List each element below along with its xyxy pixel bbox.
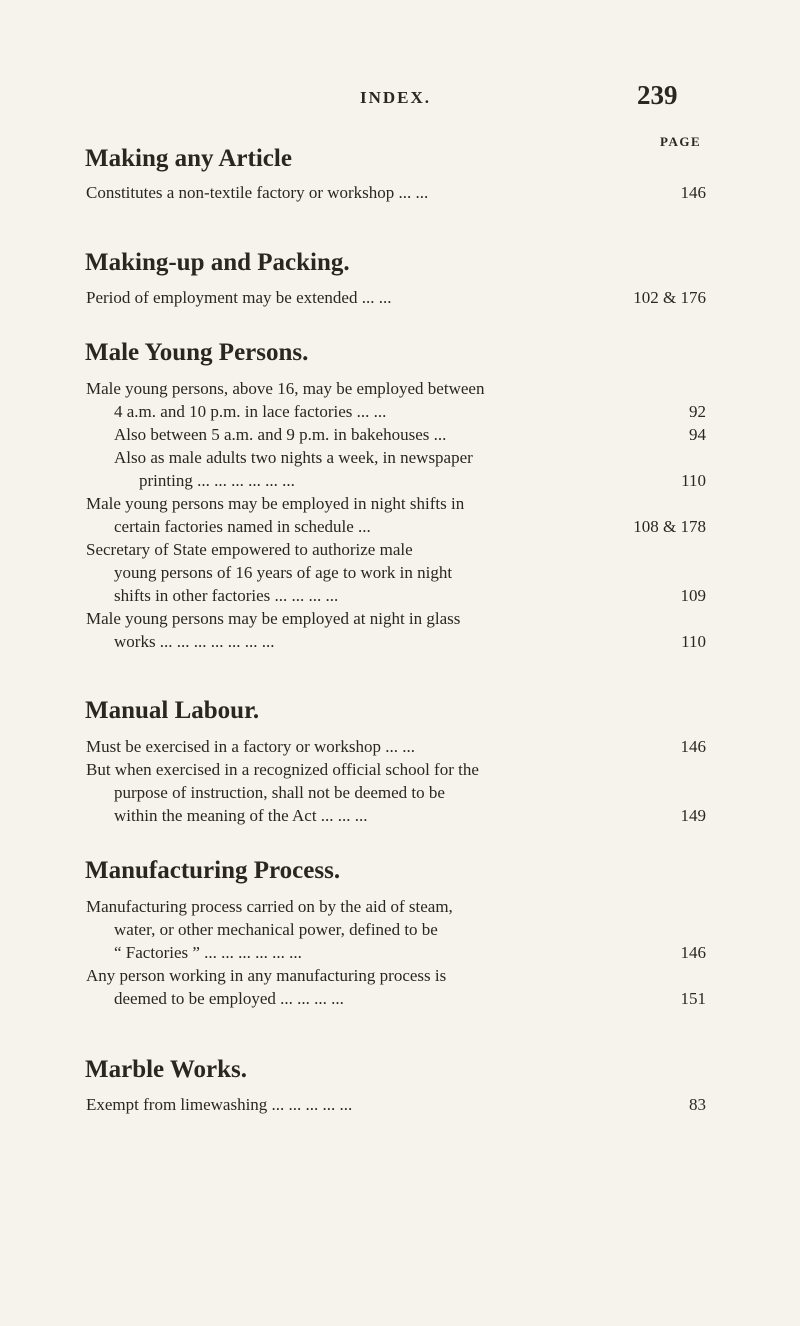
entry-text: purpose of instruction, shall not be deemed to be xyxy=(114,783,445,802)
entry-text: “ Factories ” ... ... ... ... ... ... xyxy=(114,943,302,962)
index-entry xyxy=(86,538,706,607)
entry-text: Male young persons, above 16, may be employed between xyxy=(86,379,485,398)
index-entry xyxy=(86,286,706,309)
entry-text: works ... ... ... ... ... ... ... xyxy=(114,632,275,651)
entry-text: Period of employment may be extended ... ... xyxy=(86,288,392,307)
entry-text: Also between 5 a.m. and 9 p.m. in bakehouses ... xyxy=(114,425,447,444)
index-entry xyxy=(86,735,706,758)
index-entry xyxy=(86,423,706,446)
entry-page: 92 xyxy=(689,402,706,421)
index-entry xyxy=(86,607,706,653)
entry-page: 108 & 178 xyxy=(633,517,706,536)
entry-text: within the meaning of the Act ... ... ... xyxy=(114,806,368,825)
section-heading: Manufacturing Process. xyxy=(85,857,341,884)
entry-text: young persons of 16 years of age to work in night xyxy=(114,563,453,582)
entry-page: 149 xyxy=(680,806,706,825)
entry-page: 109 xyxy=(680,586,706,605)
entry-page: 83 xyxy=(689,1095,706,1114)
entry-page: 110 xyxy=(681,471,706,490)
section-heading: Marble Works. xyxy=(85,1056,248,1083)
entry-text: shifts in other factories ... ... ... ... xyxy=(114,586,339,605)
entry-page: 110 xyxy=(681,632,706,651)
running-head xyxy=(0,80,800,120)
index-entry xyxy=(86,377,706,423)
entry-text: Manufacturing process carried on by the aid of steam, xyxy=(86,897,453,916)
index-entry xyxy=(86,964,706,1010)
section-heading: Male Young Persons. xyxy=(85,339,309,366)
entry-page: 146 xyxy=(680,737,706,756)
entry-text: Male young persons may be employed in night shifts in xyxy=(86,494,465,513)
running-title: INDEX. xyxy=(360,88,432,107)
index-entry xyxy=(86,758,706,827)
entry-text: Exempt from limewashing ... ... ... ... ... xyxy=(86,1095,353,1114)
entry-text: certain factories named in schedule ... xyxy=(114,517,371,536)
entry-page: 146 xyxy=(680,183,706,202)
entry-text: But when exercised in a recognized official school for the xyxy=(86,760,479,779)
entry-text: Must be exercised in a factory or workshop ... ... xyxy=(86,737,416,756)
entry-text: Secretary of State empowered to authorize male xyxy=(86,540,413,559)
entry-page: 151 xyxy=(680,989,706,1008)
page-column-label: PAGE xyxy=(660,134,702,149)
entry-text: Also as male adults two nights a week, in newspaper xyxy=(114,448,473,467)
section-heading: Making any Article xyxy=(85,145,292,172)
entry-text: 4 a.m. and 10 p.m. in lace factories ... ... xyxy=(114,402,387,421)
section-heading: Manual Labour. xyxy=(85,697,260,724)
index-entry xyxy=(86,181,706,204)
entry-text: Constitutes a non-textile factory or workshop ... ... xyxy=(86,183,429,202)
entry-text: Male young persons may be employed at night in glass xyxy=(86,609,461,628)
index-entry xyxy=(86,492,706,538)
entry-text: deemed to be employed ... ... ... ... xyxy=(114,989,344,1008)
index-entry xyxy=(86,1093,706,1116)
page-number: 239 xyxy=(637,80,678,110)
entry-text: printing ... ... ... ... ... ... xyxy=(139,471,295,490)
index-entry xyxy=(86,895,706,964)
entry-text: water, or other mechanical power, defined to be xyxy=(114,920,438,939)
index-entry xyxy=(86,446,706,492)
entry-page: 102 & 176 xyxy=(633,288,706,307)
entry-page: 94 xyxy=(689,425,706,444)
section-heading: Making-up and Packing. xyxy=(85,249,350,276)
entry-text: Any person working in any manufacturing process is xyxy=(86,966,447,985)
entry-page: 146 xyxy=(680,943,706,962)
